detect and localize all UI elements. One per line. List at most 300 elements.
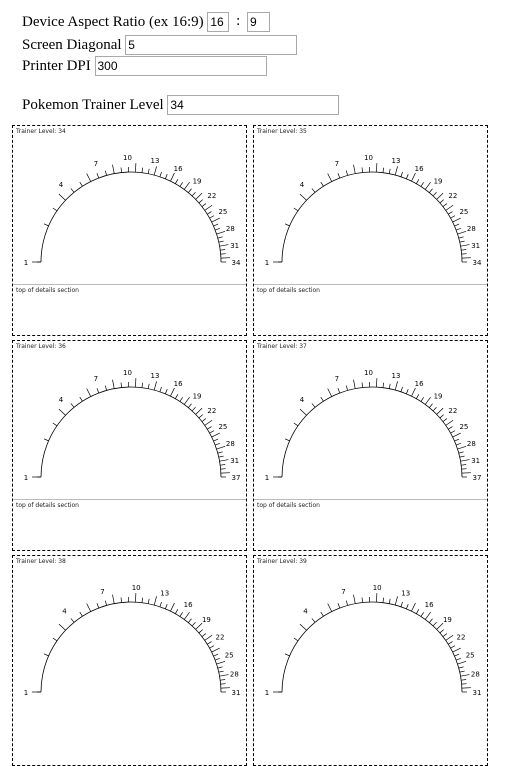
dial-tick: [59, 194, 66, 200]
dial-tick: [148, 599, 149, 604]
dial-tick: [443, 204, 447, 207]
dial-tick: [217, 661, 226, 664]
dial-tick: [148, 384, 149, 389]
dial-tick: [44, 439, 49, 441]
dial-tick: [97, 388, 99, 393]
dial-tick: [440, 415, 444, 418]
dial-tick: [321, 397, 324, 401]
dial-tick: [175, 609, 177, 613]
dial-tick: [429, 404, 432, 408]
dial-tick: [416, 609, 418, 613]
dial-tick: [456, 658, 461, 660]
dial-tick: [416, 179, 418, 183]
level-arc-dial: [254, 351, 487, 499]
dial-tick: [294, 423, 298, 426]
dial-level-label: 1: [24, 474, 28, 482]
dial-level-label: 31: [471, 457, 480, 465]
dial-tick: [451, 431, 455, 433]
dial-level-label: 28: [230, 671, 239, 679]
dial-tick: [180, 397, 183, 401]
dial-tick: [411, 603, 415, 611]
dial-tick: [142, 168, 143, 173]
dial-tick: [437, 193, 443, 199]
dial-tick: [199, 415, 203, 418]
dial-arc: [282, 172, 462, 262]
dial-tick: [121, 168, 122, 173]
dial-level-label: 28: [471, 671, 480, 679]
card-details-label: top of details section: [257, 287, 320, 294]
dial-level-label: 10: [123, 154, 132, 162]
dial-level-label: 7: [94, 160, 98, 168]
dial-tick: [338, 603, 340, 608]
dial-tick: [362, 383, 363, 388]
dial-tick: [354, 165, 356, 174]
dial-level-label: 25: [459, 423, 468, 431]
dial-tick: [215, 658, 220, 660]
dial-level-label: 25: [466, 652, 475, 660]
dial-tick: [214, 654, 219, 656]
dial-tick: [461, 460, 470, 462]
trainer-card: [253, 340, 488, 551]
dial-tick: [455, 439, 460, 441]
dial-level-label: 1: [24, 259, 28, 267]
dial-level-label: 19: [434, 177, 443, 185]
dial-tick: [328, 388, 332, 396]
dial-tick: [184, 182, 189, 189]
dial-tick: [207, 642, 211, 645]
dial-tick: [461, 465, 466, 466]
dial-tick: [196, 408, 202, 414]
dial-tick: [338, 173, 340, 178]
dial-level-label: 4: [59, 396, 64, 404]
dial-tick: [362, 598, 363, 603]
dial-tick: [312, 618, 315, 622]
aspect-ratio-label: Device Aspect Ratio (ex 16:9): [22, 14, 204, 30]
dial-level-label: 10: [123, 369, 132, 377]
dial-tick: [312, 403, 315, 407]
aspect-width-input[interactable]: [207, 12, 229, 32]
dial-tick: [212, 648, 220, 652]
dial-tick: [53, 208, 57, 211]
dial-tick: [199, 630, 203, 633]
dial-tick: [389, 384, 390, 389]
dial-level-label: 16: [174, 380, 183, 388]
dial-level-label: 19: [202, 616, 211, 624]
card-divider: [13, 284, 246, 285]
dial-tick: [215, 443, 220, 445]
dial-tick: [188, 404, 191, 408]
dial-tick: [207, 427, 211, 430]
card-trainer-level: Trainer Level: 34: [16, 128, 66, 135]
dial-tick: [346, 601, 347, 606]
dial-tick: [446, 420, 453, 425]
dial-tick: [142, 598, 143, 603]
diagonal-row: [22, 35, 297, 55]
dial-tick: [456, 228, 461, 230]
dpi-input[interactable]: [95, 56, 267, 76]
dial-tick: [389, 599, 390, 604]
dial-tick: [202, 634, 206, 637]
dial-tick: [459, 667, 464, 668]
dial-tick: [220, 680, 225, 681]
dial-tick: [71, 188, 74, 192]
card-details-label: top of details section: [16, 502, 79, 509]
dial-level-label: 13: [150, 157, 159, 165]
dial-level-label: 1: [24, 689, 28, 697]
dial-tick: [154, 381, 156, 390]
dial-tick: [421, 612, 424, 616]
diagonal-input[interactable]: [125, 35, 297, 55]
dial-tick: [205, 635, 212, 640]
card-details-label: top of details section: [257, 502, 320, 509]
dial-level-label: 22: [448, 192, 457, 200]
card-divider: [13, 499, 246, 500]
dial-tick: [285, 224, 290, 226]
dial-tick: [196, 193, 202, 199]
dial-tick: [453, 433, 461, 437]
dial-tick: [425, 182, 430, 189]
dial-tick: [192, 192, 195, 196]
dial-tick: [437, 408, 443, 414]
dial-tick: [459, 237, 464, 238]
dial-tick: [202, 419, 206, 422]
dial-tick: [437, 623, 443, 629]
dial-tick: [433, 622, 436, 626]
dial-level-label: 31: [473, 689, 482, 697]
dial-tick: [59, 624, 66, 630]
card-trainer-level: Trainer Level: 37: [257, 343, 307, 350]
dial-tick: [383, 598, 384, 603]
dial-tick: [446, 635, 453, 640]
dial-level-label: 25: [459, 208, 468, 216]
dial-tick: [458, 446, 467, 449]
dial-tick: [217, 446, 226, 449]
dial-tick: [455, 224, 460, 226]
dial-level-label: 4: [62, 608, 67, 616]
trainer-level-input[interactable]: [167, 95, 339, 115]
dial-tick: [196, 623, 202, 629]
dial-tick: [440, 630, 444, 633]
dial-tick: [362, 168, 363, 173]
dial-tick: [218, 667, 223, 668]
dial-tick: [460, 671, 465, 672]
dial-tick: [456, 443, 461, 445]
dial-tick: [328, 603, 332, 611]
dial-tick: [202, 204, 206, 207]
dial-tick: [395, 166, 397, 175]
dial-tick: [300, 194, 307, 200]
dial-arc: [282, 387, 462, 477]
dial-tick: [401, 172, 403, 177]
dial-tick: [461, 245, 470, 247]
dial-tick: [142, 383, 143, 388]
dial-tick: [219, 671, 224, 672]
dial-arc: [41, 387, 221, 477]
dial-tick: [97, 173, 99, 178]
dial-tick: [160, 387, 162, 392]
dial-tick: [443, 634, 447, 637]
dial-tick: [105, 601, 106, 606]
dial-tick: [121, 383, 122, 388]
dial-level-label: 19: [443, 616, 452, 624]
dial-level-label: 4: [300, 181, 305, 189]
dial-tick: [80, 612, 83, 616]
dial-level-label: 7: [335, 375, 339, 383]
dial-tick: [406, 389, 408, 394]
dial-tick: [165, 604, 167, 609]
dial-tick: [448, 427, 452, 430]
dial-tick: [433, 407, 436, 411]
card-trainer-level: Trainer Level: 35: [257, 128, 307, 135]
dpi-row: [22, 56, 267, 76]
dial-tick: [180, 612, 183, 616]
dial-tick: [460, 456, 465, 457]
dial-tick: [175, 394, 177, 398]
dial-tick: [87, 603, 91, 611]
dial-tick: [429, 189, 432, 193]
dial-tick: [411, 388, 415, 396]
dial-level-label: 28: [226, 440, 235, 448]
dial-tick: [175, 179, 177, 183]
dial-level-label: 25: [218, 208, 227, 216]
dial-arc: [41, 602, 221, 692]
dial-level-label: 22: [216, 633, 225, 641]
dial-arc: [41, 172, 221, 262]
dial-tick: [210, 646, 214, 648]
dial-tick: [406, 174, 408, 179]
dial-tick: [461, 675, 470, 677]
dial-level-label: 22: [457, 633, 466, 641]
dial-level-label: 19: [193, 392, 202, 400]
dial-tick: [170, 603, 174, 611]
dial-tick: [71, 618, 74, 622]
dial-level-label: 25: [218, 423, 227, 431]
dial-level-label: 13: [391, 157, 400, 165]
dial-tick: [184, 397, 189, 404]
dial-tick: [285, 654, 290, 656]
dial-level-label: 10: [373, 584, 382, 592]
dial-level-label: 19: [193, 177, 202, 185]
dial-level-label: 10: [132, 584, 141, 592]
dial-tick: [105, 171, 106, 176]
dial-tick: [300, 409, 307, 415]
dial-level-label: 4: [303, 608, 308, 616]
trainer-card: [253, 125, 488, 336]
dial-level-label: 13: [150, 372, 159, 380]
dial-tick: [429, 619, 432, 623]
dial-tick: [212, 433, 220, 437]
dial-tick: [199, 200, 203, 203]
dial-tick: [458, 231, 467, 234]
dial-tick: [448, 212, 452, 215]
dial-level-label: 16: [174, 165, 183, 173]
dial-tick: [210, 431, 214, 433]
dial-tick: [220, 245, 229, 247]
dial-tick: [217, 231, 226, 234]
diagonal-label: Screen Diagonal: [22, 37, 122, 53]
dial-tick: [80, 397, 83, 401]
dial-tick: [354, 595, 356, 604]
level-arc-dial: [13, 566, 246, 714]
dial-tick: [416, 394, 418, 398]
dial-tick: [219, 456, 224, 457]
dial-level-label: 13: [401, 590, 410, 598]
dial-tick: [453, 648, 461, 652]
dial-tick: [184, 612, 189, 619]
dial-level-label: 19: [434, 392, 443, 400]
dial-level-label: 37: [232, 474, 241, 482]
dial-level-label: 28: [226, 225, 235, 233]
dial-tick: [210, 216, 214, 218]
dial-tick: [214, 224, 219, 226]
dial-tick: [285, 439, 290, 441]
dial-level-label: 10: [364, 154, 373, 162]
dial-tick: [212, 218, 220, 222]
dial-tick: [180, 182, 183, 186]
dial-tick: [440, 200, 444, 203]
dial-level-label: 7: [94, 375, 98, 383]
dial-level-label: 7: [335, 160, 339, 168]
dial-tick: [458, 661, 467, 664]
dial-tick: [113, 380, 115, 389]
dial-tick: [188, 189, 191, 193]
dial-tick: [346, 386, 347, 391]
trainer-card: [12, 125, 247, 336]
dial-tick: [154, 596, 156, 605]
dial-level-label: 28: [467, 440, 476, 448]
dial-tick: [44, 654, 49, 656]
dial-level-label: 13: [391, 372, 400, 380]
aspect-height-input[interactable]: [247, 12, 270, 32]
dial-tick: [294, 638, 298, 641]
dial-tick: [97, 603, 99, 608]
dial-tick: [220, 460, 229, 462]
dial-level-label: 1: [265, 689, 269, 697]
dial-tick: [460, 241, 465, 242]
dial-tick: [220, 250, 225, 251]
dial-level-label: 16: [184, 601, 193, 609]
dial-level-label: 16: [415, 165, 424, 173]
dial-tick: [218, 237, 223, 238]
dial-tick: [165, 174, 167, 179]
dial-tick: [411, 173, 415, 181]
trainer-level-label: Pokemon Trainer Level: [22, 97, 164, 113]
dial-level-label: 4: [300, 396, 305, 404]
dial-tick: [401, 602, 403, 607]
dial-tick: [214, 439, 219, 441]
dial-tick: [170, 173, 174, 181]
dial-arc: [282, 602, 462, 692]
dial-tick: [207, 212, 211, 215]
dial-tick: [160, 602, 162, 607]
dial-level-label: 25: [225, 652, 234, 660]
dial-level-label: 31: [230, 242, 239, 250]
dial-tick: [215, 228, 220, 230]
dial-level-label: 28: [467, 225, 476, 233]
dial-tick: [312, 188, 315, 192]
dial-level-label: 31: [471, 242, 480, 250]
card-divider: [254, 499, 487, 500]
dial-level-label: 10: [364, 369, 373, 377]
dial-tick: [461, 250, 466, 251]
dial-tick: [453, 218, 461, 222]
card-trainer-level: Trainer Level: 38: [16, 558, 66, 565]
dial-tick: [44, 224, 49, 226]
dial-tick: [53, 638, 57, 641]
dial-tick: [192, 407, 195, 411]
dial-tick: [294, 208, 298, 211]
dial-tick: [383, 168, 384, 173]
dial-level-label: 34: [232, 259, 241, 267]
dial-tick: [459, 452, 464, 453]
dial-tick: [220, 465, 225, 466]
dial-tick: [148, 169, 149, 174]
trainer-level-row: [22, 95, 339, 115]
dial-tick: [87, 388, 91, 396]
dial-level-label: 31: [230, 457, 239, 465]
dial-tick: [188, 619, 191, 623]
dial-tick: [192, 622, 195, 626]
dial-tick: [80, 182, 83, 186]
dial-tick: [451, 646, 455, 648]
dial-tick: [165, 389, 167, 394]
dial-tick: [328, 173, 332, 181]
dial-tick: [160, 172, 162, 177]
dial-level-label: 22: [448, 407, 457, 415]
dial-tick: [455, 654, 460, 656]
dial-level-label: 22: [207, 407, 216, 415]
aspect-ratio-row: [22, 12, 270, 32]
dial-tick: [105, 386, 106, 391]
dial-tick: [154, 166, 156, 175]
dial-level-label: 16: [415, 380, 424, 388]
dial-tick: [448, 642, 452, 645]
dial-tick: [406, 604, 408, 609]
dial-tick: [395, 596, 397, 605]
dial-tick: [121, 598, 122, 603]
dial-level-label: 1: [265, 474, 269, 482]
dial-tick: [401, 387, 403, 392]
dial-level-label: 13: [160, 590, 169, 598]
dial-tick: [446, 205, 453, 210]
dial-tick: [321, 612, 324, 616]
dial-level-label: 1: [265, 259, 269, 267]
level-arc-dial: [13, 351, 246, 499]
dial-tick: [354, 380, 356, 389]
trainer-card: [253, 555, 488, 766]
dial-tick: [421, 182, 424, 186]
dial-tick: [205, 420, 212, 425]
card-details-label: top of details section: [16, 287, 79, 294]
dial-tick: [220, 675, 229, 677]
card-divider: [254, 284, 487, 285]
dial-tick: [425, 397, 430, 404]
dial-tick: [425, 612, 430, 619]
level-arc-dial: [13, 136, 246, 284]
aspect-separator: :: [236, 13, 240, 29]
dial-tick: [321, 182, 324, 186]
dial-tick: [421, 397, 424, 401]
level-arc-dial: [254, 566, 487, 714]
dpi-label: Printer DPI: [22, 58, 91, 74]
dial-level-label: 31: [232, 689, 241, 697]
dial-level-label: 4: [59, 181, 64, 189]
card-trainer-level: Trainer Level: 39: [257, 558, 307, 565]
dial-level-label: 7: [341, 588, 345, 596]
card-trainer-level: Trainer Level: 36: [16, 343, 66, 350]
dial-tick: [170, 388, 174, 396]
dial-tick: [71, 403, 74, 407]
